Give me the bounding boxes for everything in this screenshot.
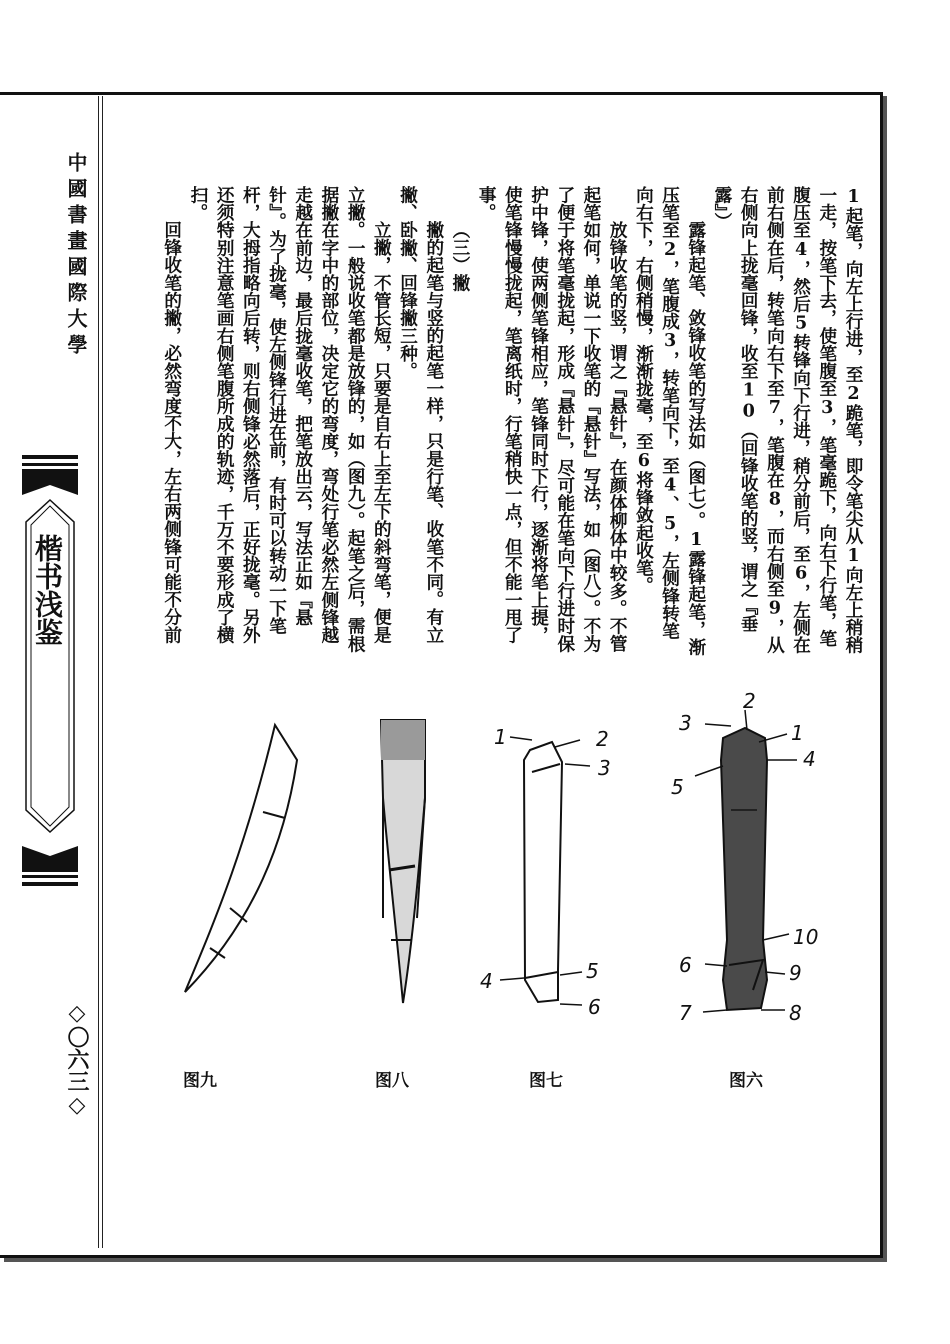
paragraph: 回锋收笔的撇，必然弯度不大，左右两侧锋可能不分前 [161, 221, 183, 644]
book-title-panel [24, 496, 76, 836]
figure-7-caption: 图七 [529, 1071, 563, 1091]
figure-6-mark: 6 [679, 953, 692, 977]
paragraph: 1起笔，向左上行进，至2跪笔，即令笔尖从1向左上稍稍一走，按笔下去，使笔腹至3，笔毫跪下，向右下行笔，笔腹压至4，然后5转锋向下行进，稍分前后，至6，左侧在前右侧在后，转笔向右下至7，笔腹在8，而右侧至9，从右侧向上拢毫回锋，收至10（回锋收笔的竖，谓之『垂露』） [711, 186, 864, 654]
figure-6-mark: 10 [793, 925, 819, 949]
figure-8-caption: 图八 [375, 1071, 409, 1091]
figure-6-mark: 4 [803, 747, 816, 771]
figure-6-mark: 7 [679, 1001, 692, 1025]
paragraph: 立撇，不管长短，只要是自右上至左下的斜弯笔，便是立撇。一般说收笔都是放锋的，如（图九）。起笔之后，需根据撇在字中的部位，决定它的弯度，弯处行笔必然左侧锋越走越在前边，最后拢毫收笔，把笔放出云，写法正如『悬针』。为了拢毫，使左侧锋行进在前，有时可以转动一下笔杆，大拇指略向后转，则右侧锋必然落后，正好拢毫。另外还须特别注意笔画右侧笔腹所成的轨迹，千万不要形成了横扫。 [187, 186, 393, 653]
figure-7-mark: 1 [494, 725, 507, 749]
paragraph: 露锋起笔、敛锋收笔的写法如（图七）。1露锋起笔，渐压笔至2，笔腹成3，转笔向下，至4、5，左侧锋转笔向右下，右侧稍慢，渐渐拢毫，至6将锋敛起收笔。 [633, 186, 707, 656]
figure-7-mark: 6 [588, 995, 601, 1019]
sidebar-divider [98, 96, 99, 1248]
figure-6-mark: 2 [743, 690, 756, 713]
figure-6-caption: 图六 [729, 1071, 763, 1091]
series-title: 中國書畫國際大學 [64, 152, 88, 360]
figure-8-stroke [375, 718, 435, 1008]
figure-6-mark: 9 [789, 961, 802, 985]
figure-7-mark: 3 [598, 756, 611, 780]
figure-6-mark: 8 [789, 1001, 802, 1025]
page-number: ◇〇六三◇ [64, 1000, 90, 1118]
main-text [140, 186, 866, 656]
figure-7-mark: 4 [480, 969, 493, 993]
figure-7-mark: 5 [586, 959, 599, 983]
figure-6-mark: 5 [671, 775, 684, 799]
figure-6-stroke [665, 690, 845, 1040]
paragraph: 放锋收笔的竖，谓之『悬针』，在颜体柳体中较多。不管起笔如何，单说一下收笔的『悬针』写法，如（图八）。不为了便于将笔毫拢起，形成『悬针』，尽可能在笔向下行进时保护中锋，使两侧笔锋相应，笔锋同时下行，逐渐将笔上提，使笔锋慢慢拢起，笔离纸时，行笔稍快一点，但不能一甩了事。 [476, 186, 629, 653]
section-heading: （三）撇 [449, 221, 471, 292]
figure-9-stroke [175, 720, 305, 1000]
figure-6-mark: 1 [791, 721, 804, 745]
ornament-top-icon [22, 455, 78, 495]
figure-7-stroke [470, 720, 620, 1020]
figure-7-mark: 2 [596, 727, 609, 751]
paragraph: 撇的起笔与竖的起笔一样，只是行笔、收笔不同。有立撇、卧撇、回锋撇三种。 [397, 186, 445, 644]
figure-6-mark: 3 [679, 711, 692, 735]
sidebar-divider [102, 96, 103, 1248]
book-title: 楷书浅鉴 [31, 534, 64, 646]
figure-9-caption: 图九 [183, 1071, 217, 1091]
ornament-bottom-icon [22, 846, 78, 886]
